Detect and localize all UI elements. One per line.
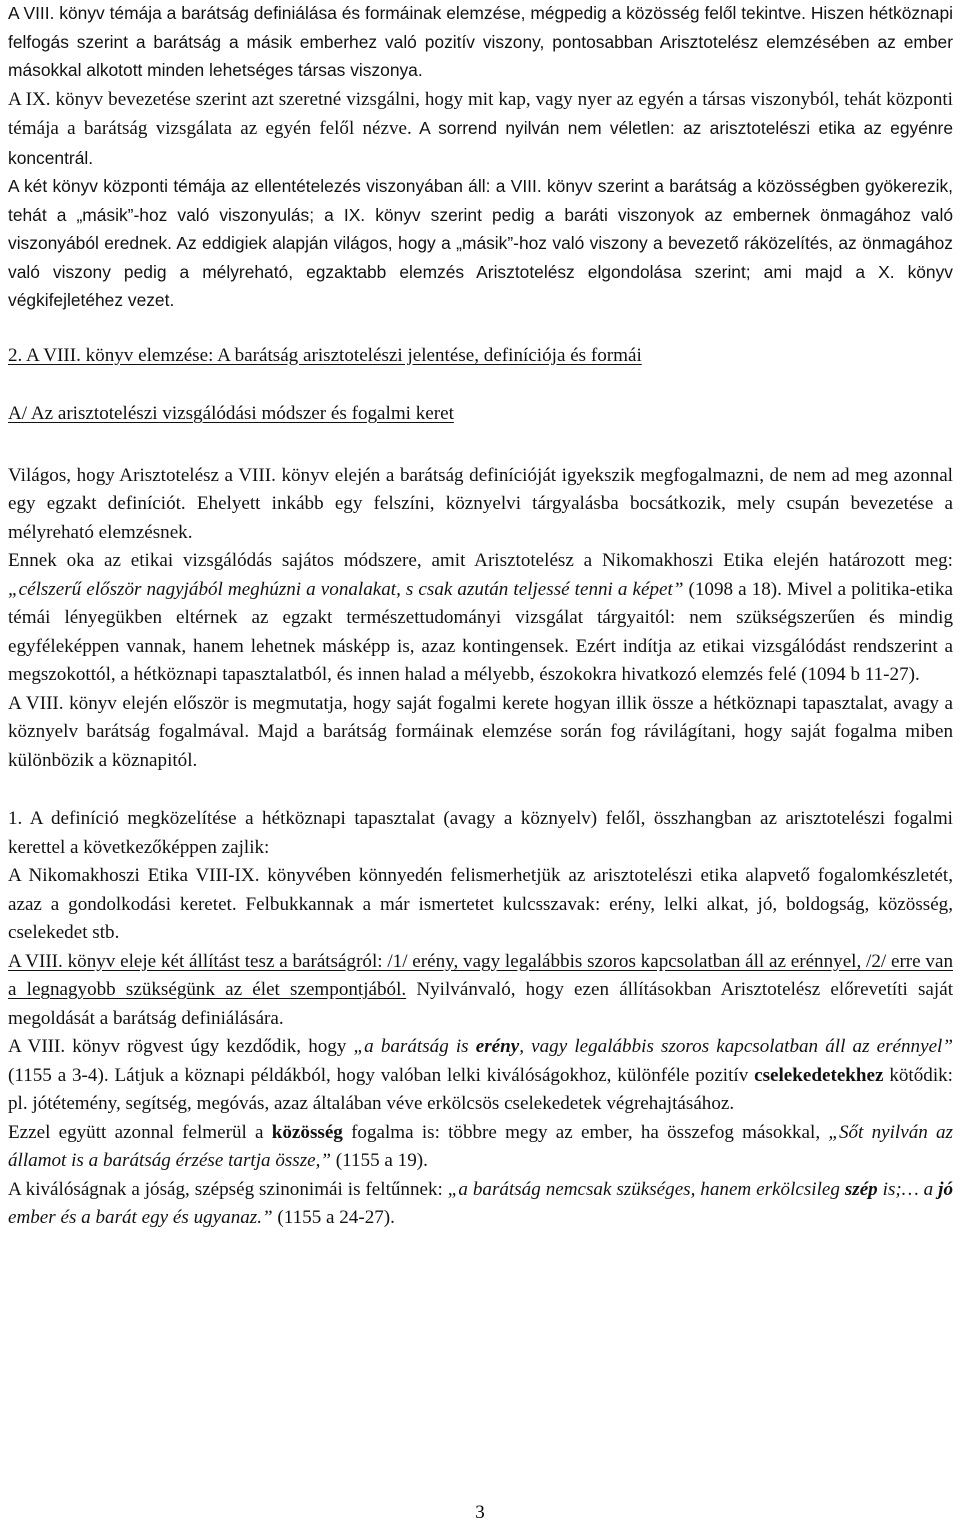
definition-paragraph-3 (8, 948, 953, 1034)
intro-paragraph-2-sans: A sorrend nyilván nem véletlen: az arisztotelészi etika az egyénre koncentrál. (8, 118, 953, 168)
quote-virtue-part-2: , vagy legalábbis szoros kapcsolatban áll az erénnyel” (519, 1036, 953, 1057)
intro-paragraph-3: A két könyv központi témája az ellentételezés viszonyában áll: a VIII. könyv szerint a barátság a közösségben gyökerezik, tehát a „másik”-hoz való viszonyulás; a IX. könyv szerint pedig a baráti viszonyok az embernek önmagához való viszonyából erednek. Az eddigiek alapján világos, hogy a „másik”-hoz való viszony a bevezető ráközelítés, az önmagához való viszony pedig a mélyreható, egzaktabb elemzés Arisztotelész elgondolása szerint; ami majd a X. könyv végkifejletéhez vezet. (8, 176, 953, 310)
definition-paragraph-2: A Nikomakhoszi Etika VIII-IX. könyvében könnyedén felismerhetjük az arisztotelészi etika alapvető fogalomkészletét, azaz a gondolkodási keretet. Felbukkannak a már ismertetet kulcsszavak: erény, lelki alkat, jó, boldogság, közösség, cselekedet stb. (8, 865, 953, 943)
keyword-community: közösség (271, 1121, 343, 1143)
definition-paragraph-6-end: (1155 a 24-27). (272, 1207, 395, 1228)
intro-paragraph-1: A VIII. könyv témája a barátság definiálása és formáinak elemzése, mégpedig a közösség felől tekintve. Hiszen hétköznapi felfogás szerint a barátság a másik emberhez való pozitív viszony, pontosabban Arisztotelész elemzésében az ember másokkal alkotott minden lehetséges társas viszonya. (8, 3, 953, 80)
definition-paragraph-3-end: Nyilvánvaló, hogy ezen állításokban Arisztotelész előrevetíti saját megoldását a barátság definiálására. (8, 979, 953, 1029)
definition-paragraph-4-start: A VIII. könyv rögvest úgy kezdődik, hogy (8, 1036, 354, 1057)
definition-claims-underlined: A VIII. könyv eleje két állítást tesz a barátságról: /1/ erény, vagy legalábbis szoros kapcsolatban áll az erénnyel, /2/ erre van a legnagyobb szükségünk az élet szempontjából. (8, 950, 953, 1000)
sub-heading: A/ Az arisztotelészi vizsgálódási módszer és fogalmi keret (8, 403, 454, 424)
quote-virtue-part-1: „a barátság is (353, 1036, 476, 1057)
quote-beauty-part-3: ember és a barát egy és ugyanaz.” (8, 1207, 273, 1228)
quote-beauty-bold-2: jó (938, 1178, 953, 1200)
method-quote: „célszerű először nagyjából meghúzni a vonalakat, s csak azután teljessé tenni a képet” (8, 578, 684, 600)
definition-paragraph-5-end: (1155 a 19). (331, 1150, 428, 1171)
method-paragraph-2 (8, 547, 953, 690)
quote-beauty-part-2: is;… a (877, 1178, 939, 1200)
quote-virtue-bold: erény (475, 1036, 520, 1057)
definition-paragraph-1: 1. A definíció megközelítése a hétköznapi tapasztalat (avagy a köznyelv) felől, összhangban az arisztotelészi fogalmi kerettel a következőképpen zajlik: (8, 808, 953, 858)
definition-paragraph-5-start: Ezzel együtt azonnal felmerül a (8, 1121, 272, 1143)
section-heading: 2. A VIII. könyv elemzése: A barátság arisztotelészi jelentése, definíciója és formái (8, 344, 642, 366)
quote-state: „Sőt nyilván az államot is a barátság érzése tartja össze,” (8, 1121, 953, 1171)
intro-paragraph-2 (8, 85, 953, 173)
method-paragraph-2-end: (1098 a 18). Mivel a politika-etika témái lényegükben eltérnek az egzakt természettudományi vizsgálat tárgyaitól: nem szükségszerűen és mindig egyféleképpen vannak, hanem lehetnek másképp is, azaz kontingensek. Ezért indítja az etikai vizsgálódást rendszerint a megszokottól, a hétköznapi tapasztalatból, és innen halad a mélyebb, észokokra hivatkozó elemzés felé (1094 b 11-27). (8, 578, 953, 685)
quote-beauty-bold-1: szép (844, 1178, 878, 1200)
quote-virtue (354, 1036, 953, 1057)
definition-paragraph-4-end: kötődik: pl. jótétemény, segítség, megóvás, azaz általában véve erkölcsös cselekedetek végrehajtásához. (8, 1064, 953, 1114)
keyword-deeds: cselekedetekhez (754, 1064, 884, 1086)
page-number: 3 (475, 1502, 485, 1523)
definition-paragraph-5 (8, 1119, 953, 1176)
intro-paragraph-2-serif: A IX. könyv bevezetése szerint azt szeretné vizsgálni, hogy mit kap, vagy nyer az egyén a társas viszonyból, tehát központi témája a barátság vizsgálata az egyén felől nézve. (8, 88, 953, 139)
method-paragraph-2-start: Ennek oka az etikai vizsgálódás sajátos módszere, amit Arisztotelész a Nikomakhoszi Etika elején határozott meg: (8, 550, 953, 571)
document-page (8, 0, 953, 1233)
method-paragraph-3: A VIII. könyv elején először is megmutatja, hogy saját fogalmi kerete hogyan illik össze a hétköznapi tapasztalat, avagy a köznyelv barátság fogalmával. Majd a barátság formáinak elemzése során fog rávilágítani, hogy saját fogalma miben különbözik a köznapitól. (8, 692, 953, 771)
definition-paragraph-5-mid: fogalma is: többre megy az ember, ha összefog másokkal, (342, 1121, 829, 1143)
definition-paragraph-4-mid: (1155 a 3-4). Látjuk a köznapi példákból, hogy valóban lelki kiválóságokhoz, különféle pozitív (8, 1064, 755, 1086)
definition-paragraph-6 (8, 1176, 953, 1233)
definition-paragraph-4 (8, 1033, 953, 1119)
method-paragraph-1: Világos, hogy Arisztotelész a VIII. könyv elején a barátság definícióját igyekszik megfogalmazni, de nem ad meg azonnal egy egzakt definíciót. Ehelyett inkább egy felszíni, köznyelvi tárgyalásba bocsátkozik, mely csupán bevezetése a mélyreható elemzésnek. (8, 464, 953, 543)
quote-beauty-part-1: „a barátság nemcsak szükséges, hanem erkölcsileg (447, 1178, 845, 1200)
definition-paragraph-6-start: A kiválóságnak a jóság, szépség szinonimái is feltűnnek: (8, 1178, 448, 1200)
